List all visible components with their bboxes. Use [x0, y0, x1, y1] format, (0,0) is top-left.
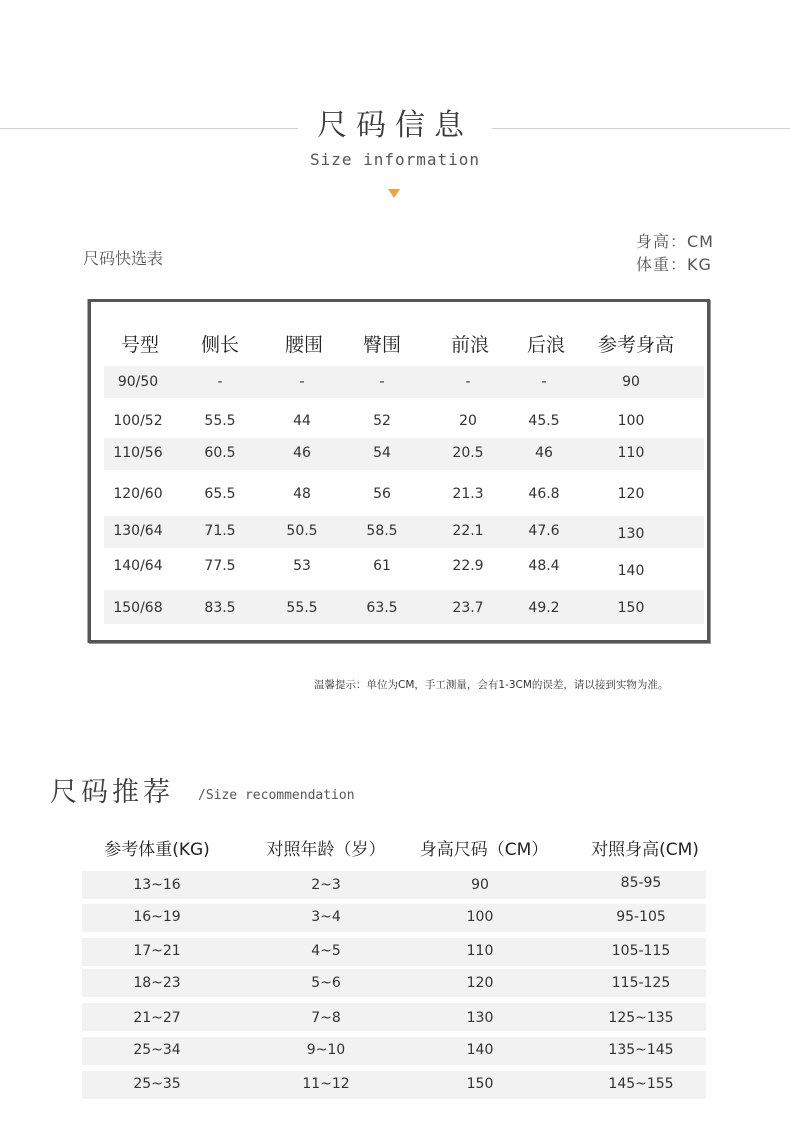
size-cell: 55.5	[204, 413, 236, 429]
size-cell: 20.5	[452, 445, 484, 461]
col-header: 对照年龄（岁）	[266, 840, 386, 860]
col-header: 臀围	[362, 334, 401, 356]
size-cell: 63.5	[366, 600, 398, 616]
size-cell: 110	[617, 445, 645, 461]
size-cell: 50.5	[286, 523, 318, 539]
size-cell: 45.5	[528, 413, 560, 429]
rec-cell: 21~27	[133, 1010, 181, 1026]
size-cell: 48.4	[528, 558, 560, 574]
size-cell-label: 130/64	[113, 523, 163, 539]
rec-cell: 95-105	[616, 909, 666, 925]
size-cell: 120	[617, 486, 645, 502]
rec-cell: 125~135	[608, 1010, 674, 1026]
col-header: 身高尺码（CM）	[419, 840, 549, 860]
rec-cell: 18~23	[133, 975, 181, 991]
size-cell: 150	[617, 600, 645, 616]
col-header: 侧长	[200, 334, 239, 356]
rec-cell: 85-95	[620, 875, 662, 891]
size-cell: 77.5	[204, 558, 236, 574]
size-cell: 21.3	[452, 486, 484, 502]
rec-cell: 145~155	[608, 1076, 674, 1092]
size-cell: 140	[617, 563, 645, 579]
rec-cell: 115-125	[611, 975, 671, 991]
size-cell: 58.5	[366, 523, 398, 539]
rec-cell: 2~3	[311, 877, 341, 893]
col-header: 后浪	[526, 334, 565, 356]
size-cell: 55.5	[286, 600, 318, 616]
size-cell: 130	[617, 526, 645, 542]
size-cell-label: 150/68	[113, 600, 163, 616]
header-rule-right	[492, 128, 790, 129]
rec-cell: 140	[466, 1042, 494, 1058]
size-cell-label: 120/60	[113, 486, 163, 502]
rec-cell: 17~21	[133, 943, 181, 959]
unit-height: 身高：CM	[636, 232, 714, 251]
size-cell: -	[217, 374, 223, 390]
page-title: 尺码信息	[317, 108, 473, 143]
size-cell: 54	[373, 445, 391, 461]
rec-cell: 4~5	[311, 943, 341, 959]
size-cell: 100	[617, 413, 645, 429]
size-cell: 22.1	[452, 523, 484, 539]
size-cell: 65.5	[204, 486, 236, 502]
col-header: 对照身高(CM)	[591, 840, 699, 860]
measurement-note: 温馨提示：单位为CM，手工测量，会有1-3CM的误差，请以接到实物为准。	[314, 679, 669, 691]
rec-cell: 120	[466, 975, 494, 991]
col-header: 腰围	[284, 334, 323, 356]
size-cell: -	[465, 374, 471, 390]
rec-cell: 13~16	[133, 877, 181, 893]
unit-weight: 体重：KG	[636, 255, 712, 274]
rec-cell: 5~6	[311, 975, 341, 991]
rec-cell: 105-115	[611, 943, 671, 959]
size-cell: 44	[293, 413, 311, 429]
rec-cell: 7~8	[311, 1010, 341, 1026]
size-cell: -	[541, 374, 547, 390]
recommendation-title: 尺码推荐	[50, 777, 174, 808]
size-cell: 47.6	[528, 523, 560, 539]
size-cell: -	[379, 374, 385, 390]
size-cell: 53	[293, 558, 311, 574]
col-header: 参考身高	[597, 334, 674, 356]
rec-cell: 150	[466, 1076, 494, 1092]
size-cell: 83.5	[204, 600, 236, 616]
size-cell-label: 140/64	[113, 558, 163, 574]
size-cell: 23.7	[452, 600, 484, 616]
size-cell: 90	[622, 374, 640, 390]
size-cell: 56	[373, 486, 391, 502]
size-cell: 71.5	[204, 523, 236, 539]
rec-cell: 110	[466, 943, 494, 959]
rec-cell: 9~10	[306, 1042, 346, 1058]
rec-cell: 3~4	[311, 909, 341, 925]
header-rule-left	[0, 128, 298, 129]
size-cell: 22.9	[452, 558, 484, 574]
col-header: 号型	[120, 334, 159, 356]
size-cell: 61	[373, 558, 391, 574]
size-cell: 46	[535, 445, 553, 461]
rec-cell: 25~34	[133, 1042, 181, 1058]
size-cell: 60.5	[204, 445, 236, 461]
size-cell: -	[299, 374, 305, 390]
page-subtitle: Size information	[309, 150, 481, 169]
size-cell: 52	[373, 413, 391, 429]
col-header: 前浪	[450, 334, 489, 356]
rec-cell: 25~35	[133, 1076, 181, 1092]
quick-table-title: 尺码快选表	[83, 249, 164, 268]
rec-cell: 130	[466, 1010, 494, 1026]
rec-cell: 11~12	[302, 1076, 350, 1092]
size-cell: 20	[459, 413, 477, 429]
rec-cell: 90	[471, 877, 489, 893]
size-cell: 46	[293, 445, 311, 461]
recommendation-subtitle: /Size recommendation	[198, 788, 355, 803]
rec-cell: 100	[466, 909, 494, 925]
down-arrow-icon	[388, 189, 400, 198]
rec-cell: 16~19	[133, 909, 181, 925]
rec-cell: 135~145	[608, 1042, 674, 1058]
col-header: 参考体重(KG)	[104, 840, 210, 860]
size-cell: 46.8	[528, 486, 560, 502]
size-cell-label: 100/52	[113, 413, 163, 429]
size-cell: 48	[293, 486, 311, 502]
size-cell: 49.2	[528, 600, 560, 616]
size-cell-label: 110/56	[113, 445, 163, 461]
size-cell-label: 90/50	[117, 374, 159, 390]
